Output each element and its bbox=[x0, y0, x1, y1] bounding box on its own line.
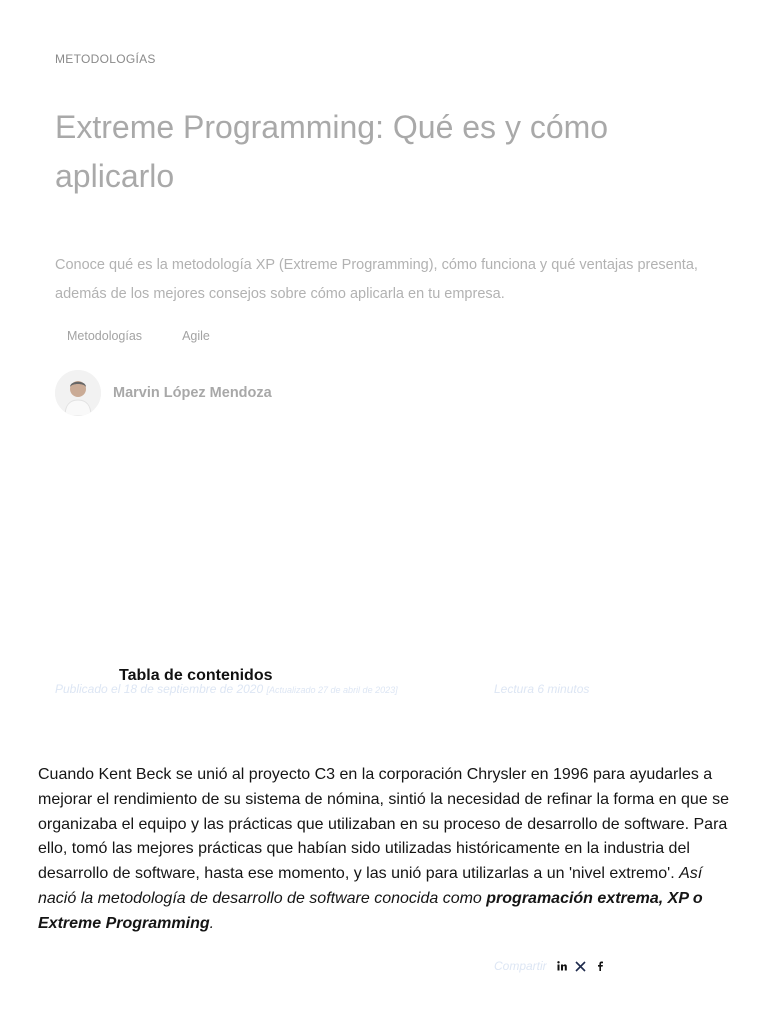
published-date: Publicado el 18 de septiembre de 2020 bbox=[55, 682, 264, 696]
share-label: Compartir bbox=[494, 959, 547, 973]
x-icon[interactable] bbox=[574, 959, 588, 973]
share-bar bbox=[494, 959, 612, 973]
author-name[interactable]: Marvin López Mendoza bbox=[113, 385, 272, 401]
author-block[interactable] bbox=[55, 370, 272, 416]
article-paragraph bbox=[38, 763, 738, 937]
updated-date: [Actualizado 27 de abril de 2023] bbox=[266, 685, 398, 695]
tag-list bbox=[55, 327, 238, 345]
paragraph-bold: programación extrema, XP o Extreme Programming bbox=[38, 889, 703, 932]
toc-title[interactable]: Tabla de contenidos bbox=[119, 667, 273, 684]
reading-time: Lectura 6 minutos bbox=[494, 682, 590, 696]
facebook-icon[interactable] bbox=[593, 959, 607, 973]
article-title: Extreme Programming: Qué es y cómo aplicarlo bbox=[55, 109, 609, 194]
author-avatar bbox=[55, 370, 101, 416]
paragraph-italic: Así nació la metodología de desarrollo de software conocida como programación extrema, XP o Extreme Programming. bbox=[38, 865, 703, 932]
article-lead: Conoce qué es la metodología XP (Extreme Programming), cómo funciona y qué ventajas presenta, además de los mejores consejos sobre cómo aplicarla en tu empresa. bbox=[55, 257, 698, 302]
category-label[interactable]: METODOLOGÍAS bbox=[55, 52, 156, 66]
tag-metodologias[interactable]: Metodologías bbox=[67, 329, 143, 343]
paragraph-text: Cuando Kent Beck se unió al proyecto C3 en la corporación Chrysler en 1996 para ayudarles a mejorar el rendimiento de su sistema de nómina, sintió la necesidad de refinar la forma en que se organizaba el equipo y las prácticas que utilizaban en su proceso de desarrollo de software. Para ello, tomó las mejores prácticas que habían sido utilizadas históricamente en la industria del desarrollo de software, hasta ese momento, y las unió para utilizarlas a un 'nivel extremo'. bbox=[38, 766, 730, 883]
tag-agile[interactable]: Agile bbox=[182, 329, 210, 343]
linkedin-icon[interactable] bbox=[555, 959, 569, 973]
